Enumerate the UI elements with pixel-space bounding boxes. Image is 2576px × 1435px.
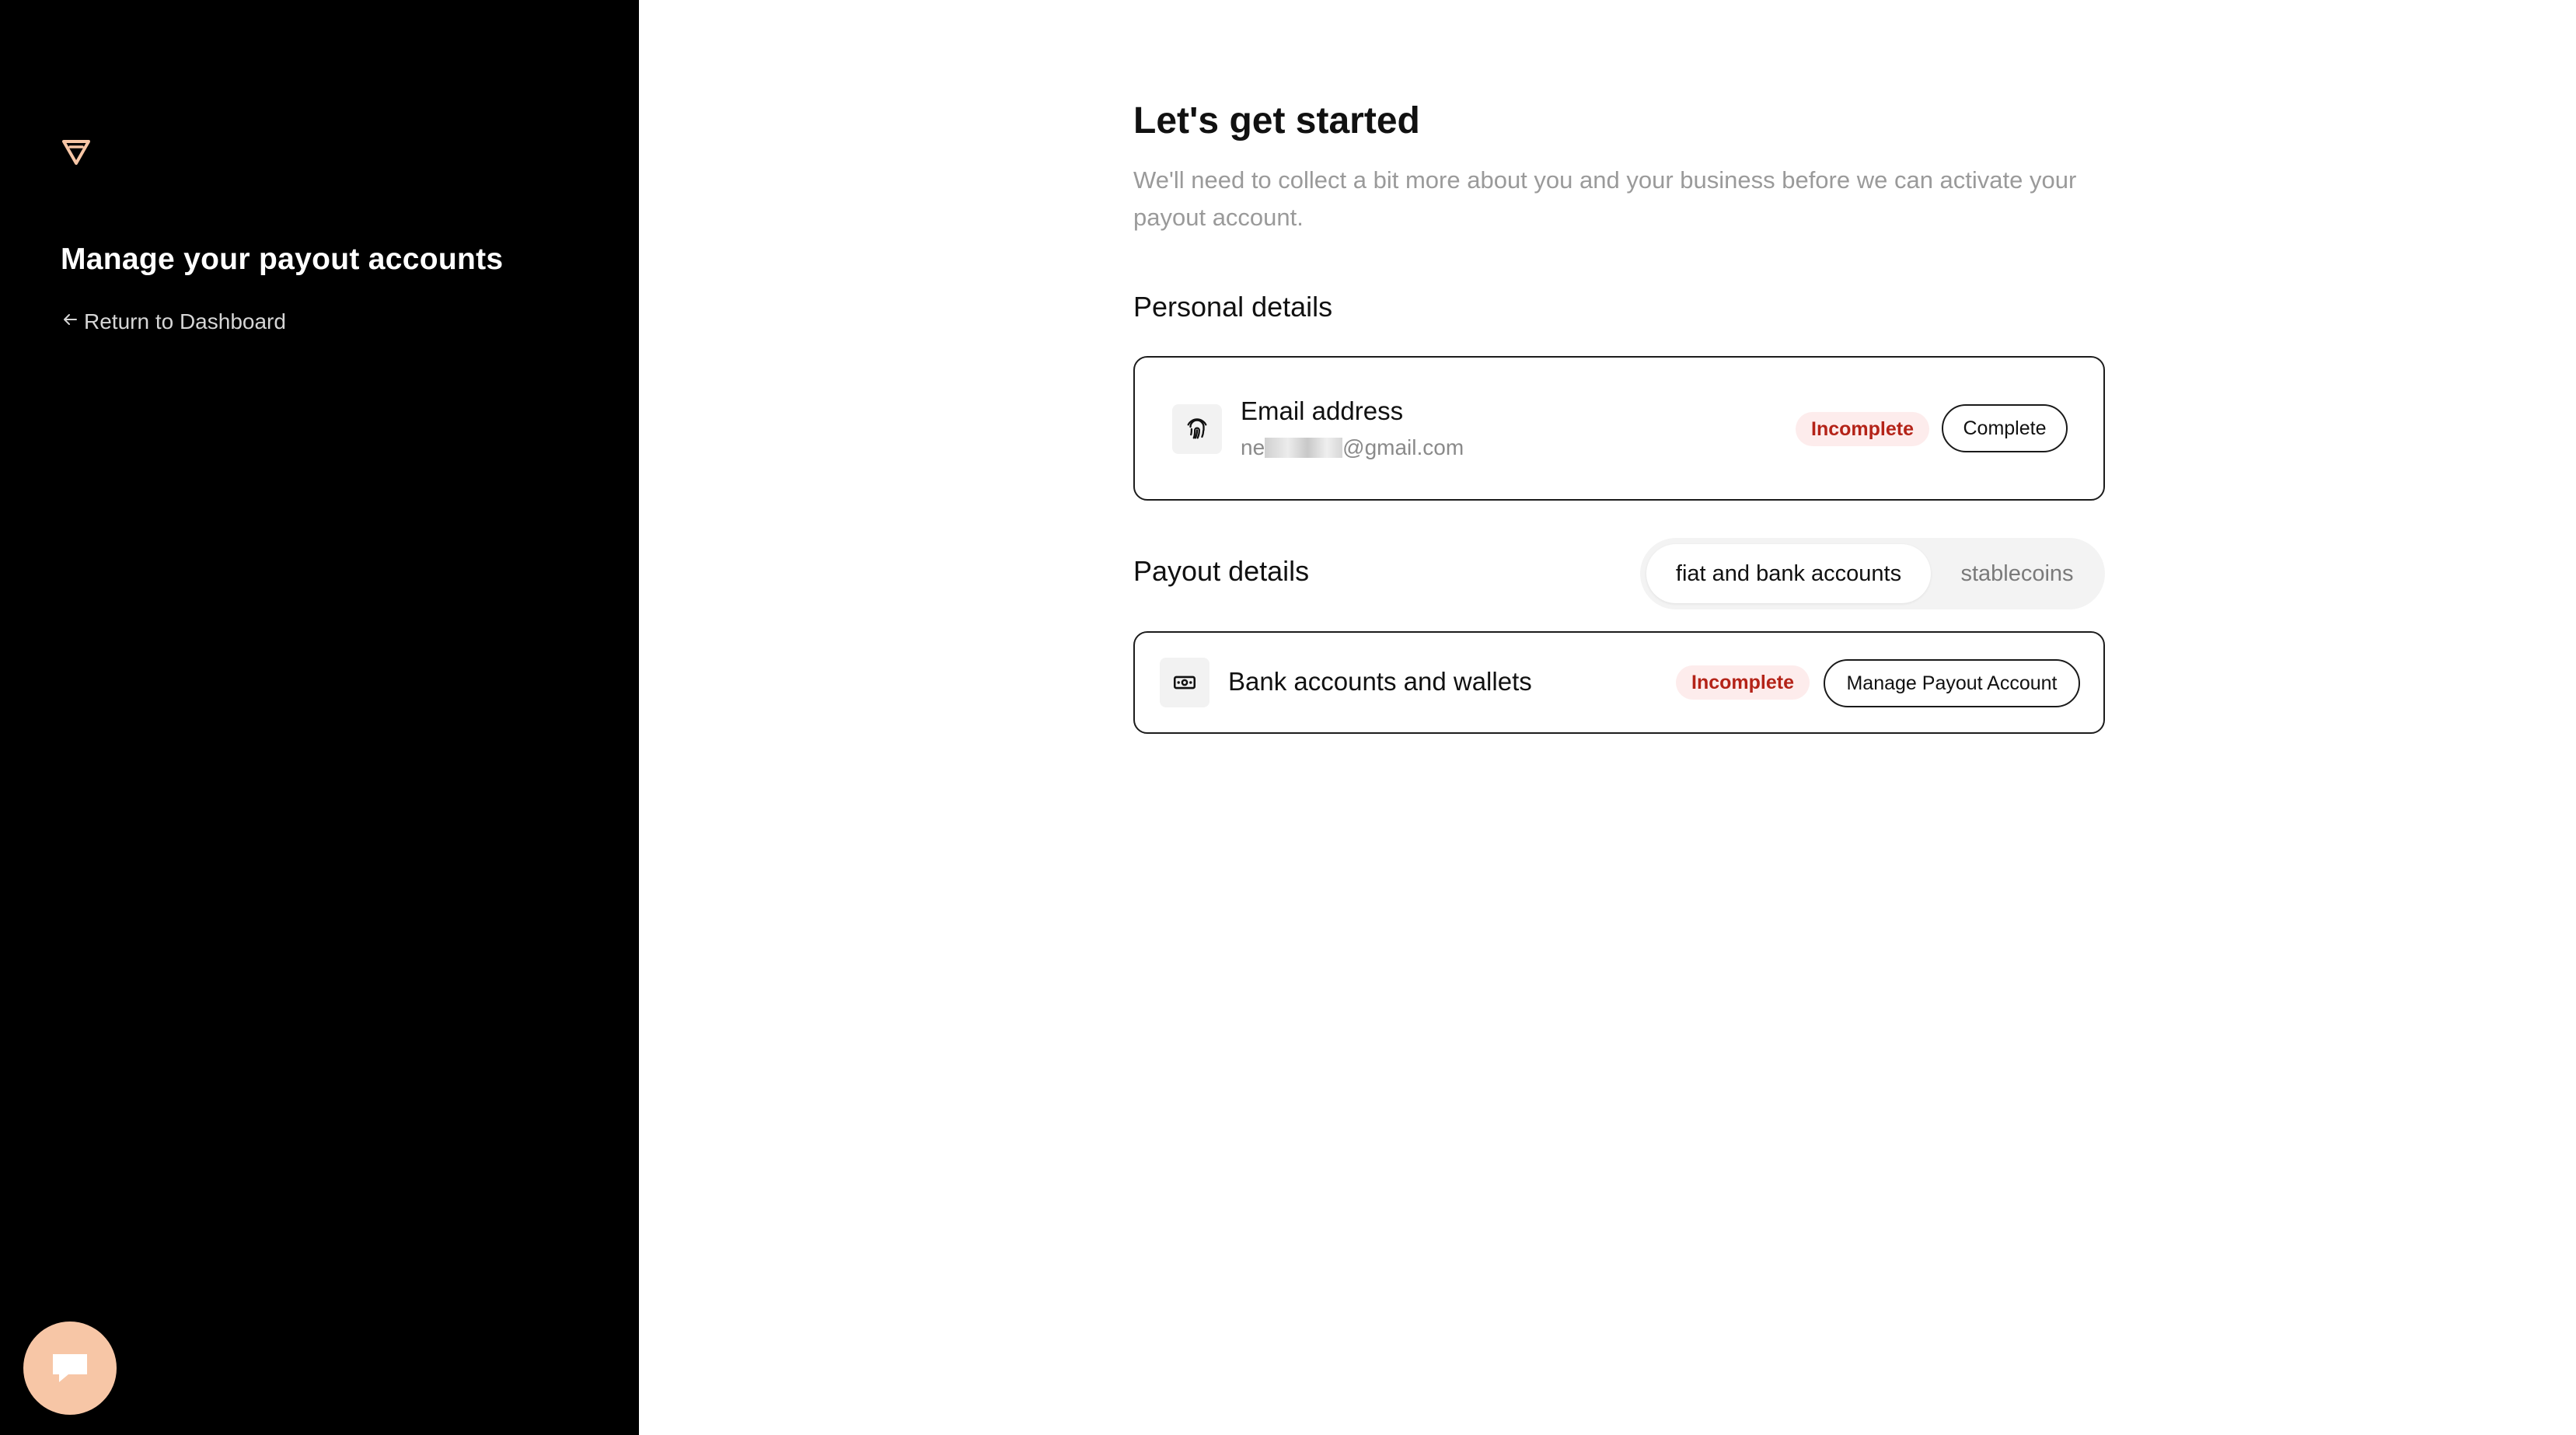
sidebar — [0, 0, 639, 1435]
banknote-icon — [1160, 658, 1209, 707]
fingerprint-icon — [1172, 404, 1222, 454]
personal-details-heading: Personal details — [1133, 291, 1333, 323]
manage-payout-account-button[interactable]: Manage Payout Account — [1824, 659, 2080, 707]
email-card-title: Email address — [1241, 396, 1404, 425]
page-title: Let's get started — [1133, 100, 1420, 141]
complete-email-button[interactable]: Complete — [1942, 404, 2068, 452]
email-value — [1241, 435, 1464, 460]
bank-card-title: Bank accounts and wallets — [1228, 667, 1532, 696]
payout-type-toggle — [1640, 538, 2105, 609]
bank-status-badge: Incomplete — [1676, 665, 1810, 700]
email-address-card — [1133, 356, 2105, 501]
tab-stablecoins[interactable]: stablecoins — [1960, 560, 2074, 586]
return-link-label: Return to Dashboard — [84, 309, 286, 333]
triangle-logo-icon[interactable] — [61, 137, 92, 168]
tab-fiat-and-bank-accounts[interactable]: fiat and bank accounts — [1646, 544, 1931, 603]
email-status-badge: Incomplete — [1796, 412, 1929, 446]
email-value-suffix: @gmail.com — [1342, 435, 1464, 459]
sidebar-title: Manage your payout accounts — [61, 243, 504, 276]
payout-details-heading: Payout details — [1133, 555, 1310, 587]
email-value-prefix: ne — [1241, 435, 1265, 459]
page-subtitle: We'll need to collect a bit more about you and your business before we can activate your payout account. — [1133, 166, 2077, 231]
chat-bubble-icon — [47, 1343, 93, 1394]
bank-accounts-card — [1133, 631, 2105, 734]
return-to-dashboard-link[interactable] — [61, 309, 286, 334]
redacted-mask — [1265, 438, 1342, 458]
chat-support-button[interactable] — [23, 1322, 117, 1415]
arrow-left-icon — [61, 309, 79, 334]
